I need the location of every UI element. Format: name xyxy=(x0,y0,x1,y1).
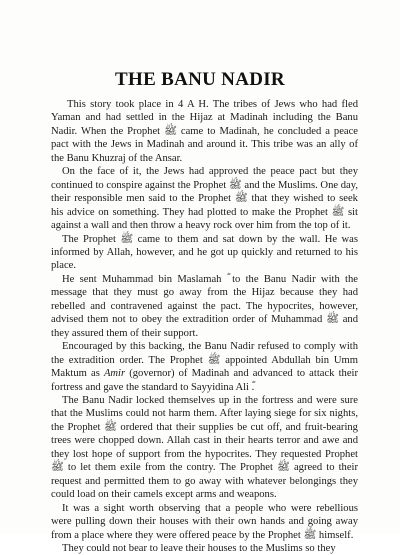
paragraph xyxy=(51,273,358,340)
paragraph xyxy=(51,340,358,394)
paragraph-text: It was a sight worth observing that a people who were rebellious were pulling down their houses with their own hands and going away from a place where they were offered peace by the Prophet ﷺ himself. xyxy=(51,502,358,541)
paragraph-text: This story took place in 4 A H. The tribes of Jews who had fled Yaman and had settled in the Hijaz at Madinah including the Banu Nadir. When the Prophet ﷺ came to Madinah, he concluded a peace pact with the Jews in Madinah and around it. This tribe was an ally of the Banu Khuzraj of the Ansar. xyxy=(51,99,358,164)
chapter-body xyxy=(51,98,358,555)
paragraph-text: The Prophet ﷺ came to them and sat down by the wall. He was informed by Allah, however, and he got up quickly and returned to his place. xyxy=(51,233,358,272)
paragraph-text: On the face of it, the Jews had approved the peace pact but they continued to conspire against the Prophet ﷺ and the Muslims. One day, their responsible men said to the Prophet ﷺ that they wished to seek his advice on something. They had plotted to make the Prophet ﷺ sit against a wall and then throw a heavy rock over him from the top of it. xyxy=(51,166,359,232)
paragraph xyxy=(51,394,358,502)
paragraph xyxy=(51,502,358,542)
paragraph xyxy=(51,98,358,165)
paragraph xyxy=(51,165,358,232)
paragraph xyxy=(51,542,358,555)
paragraph-text: He sent Muhammad bin Maslamah ؓ to the Banu Nadir with the message that they must go away from the Hijaz because they had rebelled and contravened against the pact. The hypocrites, however, advised them not to obey the extradition order of Muhammad ﷺ and they assured them of their support. xyxy=(51,273,358,339)
italic-term: Amir xyxy=(103,368,126,380)
paragraph xyxy=(51,233,358,273)
paragraph-text: The Banu Nadir locked themselves up in the fortress and were sure that the Muslims could not harm them. After laying siege for six nights, the Prophet ﷺ ordered that their supplies be cut off, and fruit-bearing trees were chopped down. Allah cast in their hearts terror and awe and they lost hope of support from the hypocrites. They requested Prophet ﷺ to let them exile from the contry. The Prophet ﷺ agreed to their request and permitted them to go away with whatever belongings they could load on their camels except arms and weapons. xyxy=(51,394,358,501)
paragraph-text: Encouraged by this backing, the Banu Nadir refused to comply with the extradition order. The Prophet ﷺ appointed Abdullah bin Umm Maktum as xyxy=(51,341,358,380)
paragraph-text: They could not bear to leave their houses to the Muslims so they xyxy=(62,542,336,554)
paragraph-text: (governor) of Madinah and advanced to attack their fortress and gave the standard to Sayyidina Ali ؓ. xyxy=(51,368,358,393)
chapter-title: THE BANU NADIR xyxy=(115,69,285,90)
